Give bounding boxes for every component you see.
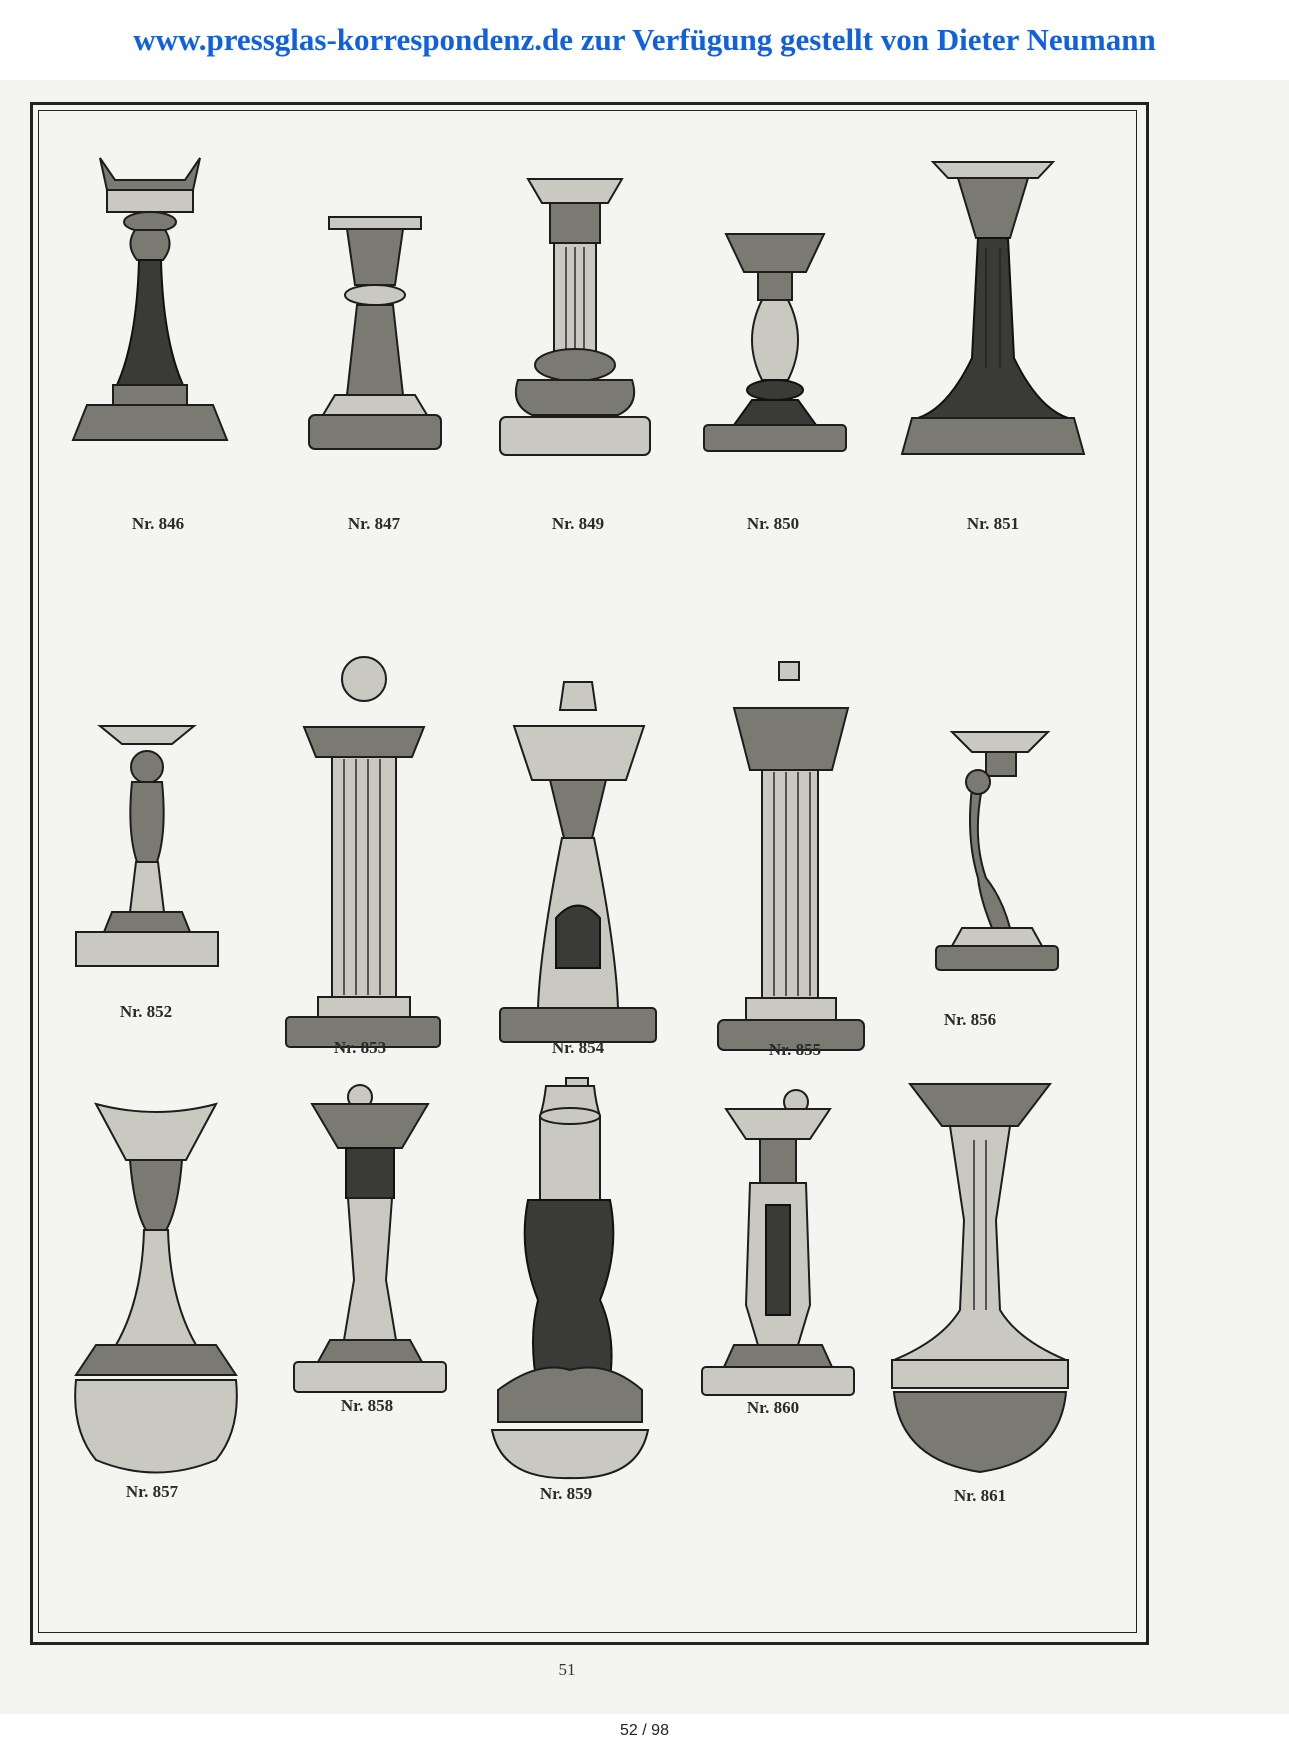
candlestick-850-illustration — [700, 230, 850, 455]
candlestick-856-illustration — [932, 728, 1062, 973]
item-label-858: Nr. 858 — [340, 1396, 394, 1415]
item-label-859: Nr. 859 — [539, 1484, 593, 1503]
item-label-857: Nr. 857 — [125, 1482, 179, 1501]
candlestick-859-illustration — [488, 1080, 653, 1480]
item-label-853: Nr. 853 — [333, 1038, 387, 1057]
candlestick-851-illustration — [898, 158, 1088, 458]
item-label-847: Nr. 847 — [347, 514, 401, 533]
item-label-856: Nr. 856 — [943, 1010, 997, 1029]
candlestick-860-illustration — [698, 1105, 858, 1400]
item-label-851: Nr. 851 — [966, 514, 1020, 533]
page-counter: 52 / 98 — [620, 1722, 669, 1739]
item-label-854: Nr. 854 — [551, 1038, 605, 1057]
item-label-855: Nr. 855 — [768, 1040, 822, 1059]
catalog-page — [0, 80, 1289, 1714]
item-label-849: Nr. 849 — [551, 514, 605, 533]
candlestick-849-illustration — [490, 175, 660, 460]
item-label-860: Nr. 860 — [746, 1398, 800, 1417]
candlestick-861-illustration — [888, 1080, 1073, 1480]
item-label-861: Nr. 861 — [953, 1486, 1007, 1505]
item-label-846: Nr. 846 — [131, 514, 185, 533]
candlestick-858-illustration — [290, 1100, 450, 1400]
item-label-852: Nr. 852 — [119, 1002, 173, 1021]
candlestick-857-illustration — [66, 1100, 246, 1485]
candlestick-852-illustration — [72, 722, 222, 972]
candlestick-846-illustration — [65, 150, 235, 450]
item-label-850: Nr. 850 — [746, 514, 800, 533]
candlestick-847-illustration — [295, 215, 455, 455]
header-link[interactable]: www.pressglas-korrespondenz.de zur Verfügung gestellt von Dieter Neumann — [133, 22, 1156, 57]
page-number: 51 — [558, 1660, 576, 1679]
